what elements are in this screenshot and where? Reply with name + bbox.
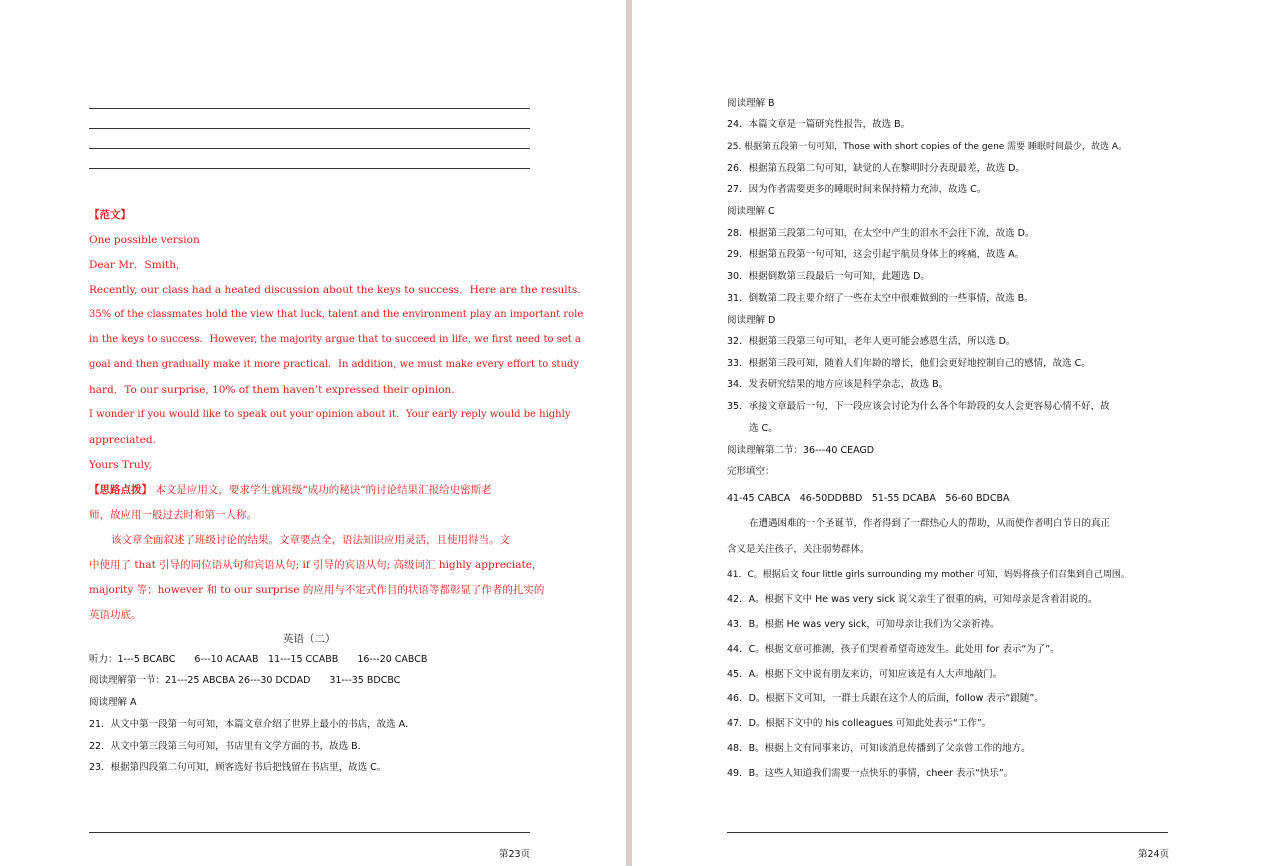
essay-line: Yours Truly, — [89, 459, 152, 471]
analysis-tag: 【思路点拨】 — [89, 484, 152, 496]
writing-line — [89, 128, 530, 129]
answer-line: 41-45 CABCA 46-50DDBBD 51-55 DCABA 56-60 BDCBA — [727, 493, 1010, 504]
answer-line: 41．C。根据后文 four little girls surrounding my mother 可知，妈妈将孩子们召集到自己周围。 — [727, 570, 1130, 580]
answer-line: 26．根据第五段第二句可知，缺觉的人在黎明时分表现最差，故选 D。 — [727, 163, 1025, 174]
answer-line: 阅读理解第二节：36---40 CEAGD — [727, 445, 875, 456]
answer-line: 43．B。根据 He was very sick，可知母亲让我们为父亲祈祷。 — [727, 619, 1000, 630]
answer-line: 34．发表研究结果的地方应该是科学杂志，故选 B。 — [727, 379, 949, 390]
answer-line: 阅读理解 A — [89, 697, 137, 708]
answer-line: 阅读理解 C — [727, 206, 775, 217]
writing-line — [89, 148, 530, 149]
answer-line: 听力：1---5 BCABC 6---10 ACAAB 11---15 CCABB 16---20 CABCB — [89, 654, 428, 665]
answer-line: 29．根据第五段第一句可知，这会引起宇航员身体上的疼痛，故选 A。 — [727, 249, 1025, 260]
essay-line: in the keys to success．However, the majority argue that to succeed in life, we first need to set a — [89, 334, 581, 345]
page-number: 第23页 — [499, 849, 531, 860]
analysis-line: 中使用了 that 引导的同位语从句和宾语从句; if 引导的宾语从句; 高级词汇 highly appreciate， — [89, 559, 543, 571]
right-page — [632, 0, 1265, 866]
essay-line: I wonder if you would like to speak out your opinion about it．Your early reply would be highly — [89, 409, 571, 420]
essay-heading: 【范文】 — [89, 209, 131, 221]
answer-line: 32．根据第三段第三句可知，老年人更可能会感恩生活，所以选 D。 — [727, 336, 1016, 347]
answer-line: 阅读理解 B — [727, 98, 775, 109]
answer-line: 44．C。根据文章可推测，孩子们哭着希望奇迹发生。此处用 for 表示“为了”。 — [727, 644, 1060, 655]
left-page — [0, 0, 626, 866]
answer-line: 阅读理解 D — [727, 315, 776, 326]
essay-line: 35% of the classmates hold the view that luck, talent and the environment play an important role — [89, 309, 584, 320]
answer-line: 24．本篇文章是一篇研究性报告，故选 B。 — [727, 119, 911, 130]
writing-line — [89, 108, 530, 109]
essay-line: One possible version — [89, 234, 200, 246]
answer-line: 阅读理解第一节：21---25 ABCBA 26---30 DCDAD 31---35 BDCBC — [89, 675, 401, 686]
answer-line: 47．D。根据下文中的 his colleagues 可知此处表示“工作”。 — [727, 718, 992, 729]
footer-rule — [89, 832, 530, 833]
answer-line: 含义是关注孩子，关注弱势群体。 — [727, 544, 870, 555]
analysis-line: 该文章全面叙述了班级讨论的结果。文章要点全，语法知识应用灵活，且使用得当。文 — [111, 534, 510, 546]
answer-line: 49．B。这些人知道我们需要一点快乐的事情，cheer 表示“快乐”。 — [727, 768, 1014, 779]
analysis-text: 本文是应用文，要求学生就班级“成功的秘诀”的讨论结果汇报给史密斯老 — [155, 484, 492, 496]
answer-line: 21．从文中第一段第一句可知，本篇文章介绍了世界上最小的书店，故选 A． — [89, 719, 415, 730]
essay-line: Dear Mr．Smith, — [89, 259, 180, 271]
analysis-line: 英语功底。 — [89, 609, 142, 621]
answer-line: 28．根据第三段第二句可知，在太空中产生的泪水不会往下流，故选 D。 — [727, 228, 1035, 239]
writing-line — [89, 168, 530, 169]
answer-line: 31．倒数第二段主要介绍了一些在太空中很难做到的一些事情，故选 B。 — [727, 293, 1034, 304]
answer-line: 35．承接文章最后一句，下一段应该会讨论为什么各个年龄段的女人会更容易心情不好，故 — [727, 401, 1110, 412]
answer-line: 45．A。根据下文中说有朋友来访，可知应该是有人大声地敲门。 — [727, 669, 1003, 680]
answer-line: 27．因为作者需要更多的睡眠时间来保持精力充沛，故选 C。 — [727, 184, 987, 195]
essay-line: goal and then gradually make it more practical．In addition, we must make every effort to study — [89, 359, 580, 370]
answer-line: 23．根据第四段第二句可知，顾客选好书后把钱留在书店里，故选 C。 — [89, 762, 387, 773]
analysis-line: 师，故应用一般过去时和第一人称。 — [89, 509, 257, 521]
footer-rule — [727, 832, 1168, 833]
essay-line: Recently, our class had a heated discussion about the keys to success．Here are the results. — [89, 284, 581, 296]
answer-line: 22．从文中第三段第三句可知，书店里有文学方面的书，故选 B． — [89, 741, 368, 752]
answer-line: 选 C。 — [749, 423, 778, 434]
answer-line: 42．A。根据下文中 He was very sick 说父亲生了很重的病，可知母亲是含着泪说的。 — [727, 594, 1098, 605]
answer-line: 33．根据第三段可知，随着人们年龄的增长，他们会更好地控制自己的感情，故选 C。 — [727, 358, 1091, 369]
answer-line: 25. 根据第五段第一句可知，Those with short copies of the gene 需要 睡眠时间最少，故选 A。 — [727, 142, 1128, 152]
essay-line: hard．To our surprise, 10% of them haven’t expressed their opinion. — [89, 384, 455, 396]
answer-line: 完形填空： — [727, 466, 775, 477]
answer-line: 48．B。根据上文有同事来访，可知该消息传播到了父亲曾工作的地方。 — [727, 743, 1031, 754]
answer-line: 30．根据倒数第三段最后一句可知，此题选 D。 — [727, 271, 930, 282]
analysis-line — [89, 483, 492, 497]
answer-line: 46．D。根据下文可知，一群士兵跟在这个人的后面，follow 表示“跟随”。 — [727, 693, 1044, 704]
analysis-line: majority 等；however 和 to our surprise 的应用与不定式作目的状语等都彰显了作者的扎实的 — [89, 584, 545, 596]
answer-line: 在遭遇困难的一个圣诞节，作者得到了一群热心人的帮助，从而使作者明白节日的真正 — [749, 518, 1111, 529]
essay-line: appreciated. — [89, 434, 156, 446]
page-number: 第24页 — [1138, 849, 1170, 860]
section-title: 英语（二） — [283, 633, 336, 645]
